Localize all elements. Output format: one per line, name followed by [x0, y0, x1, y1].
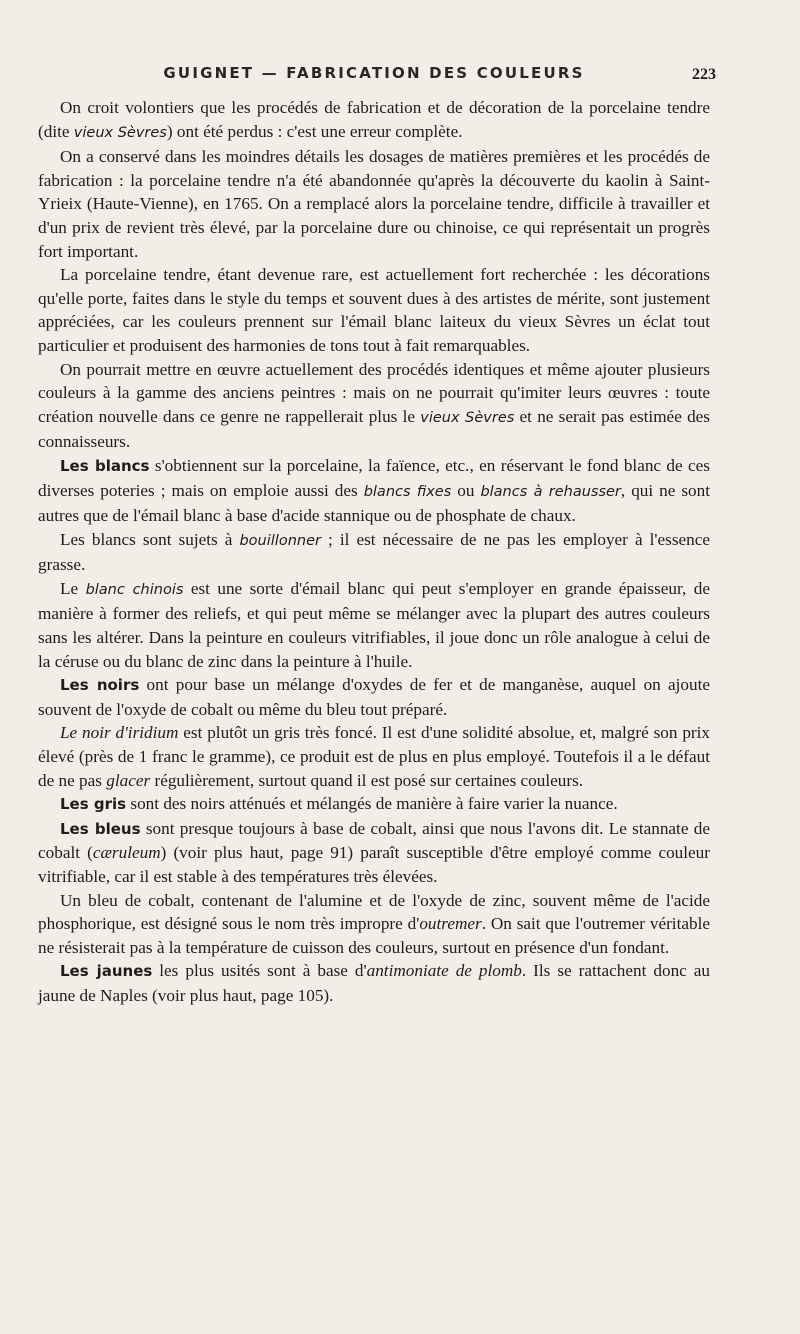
running-title: GUIGNET — FABRICATION DES COULEURS: [163, 64, 585, 82]
section-lead: Les jaunes: [60, 962, 153, 981]
paragraph: Les bleus sont presque toujours à base de cobalt, ainsi que nous l'avons dit. Le stannate de cobalt (cæruleum) (voir plus haut, page 91) paraît susceptible d'être employé comme couleur vitrifiable, car il est stable à des températures très élevées.: [38, 818, 710, 886]
paragraph: La porcelaine tendre, étant devenue rare, est actuellement fort recherchée : les décorations qu'elle porte, faites dans le style du temps et souvent dues à des artistes de mérite, sont justement appréciées, car les couleurs prennent sur l'émail blanc laiteux du vieux Sèvres un éclat tout particulier et produisent des harmonies de tons tout à fait remarquables.: [38, 265, 710, 355]
paragraph: On croit volontiers que les procédés de fabrication et de décoration de la porcelaine tendre (dite vieux Sèvres) ont été perdus : c'est une erreur complète.: [38, 98, 710, 141]
paragraph: On a conservé dans les moindres détails les dosages de matières premières et les procédés de fabrication : la porcelaine tendre n'a été abandonnée qu'après la découverte du kaolin à Saint-Yrieix (Haute-Vienne), en 1765. On a remplacé alors la porcelaine tendre, difficile à travailler et d'un prix de revient très élevé, par la porcelaine dure ou chinoise, ce qui représentait un progrès fort important.: [38, 147, 710, 261]
paragraph: Les blancs s'obtiennent sur la porcelaine, la faïence, etc., en réservant le fond blanc de ces diverses poteries ; mais on emploie aussi des blancs fixes ou blancs à rehausser, qui ne sont autres que de l'émail blanc à base d'acide stannique ou de phosphate de chaux.: [38, 455, 711, 526]
section-lead: Les gris: [60, 795, 127, 814]
paragraph: Le noir d'iridium est plutôt un gris très foncé. Il est d'une solidité absolue, et, malgré son prix élevé (près de 1 franc le gramme), ce produit est de plus en plus employé. Toutefois il a le défaut de ne pas glacer régulièrement, surtout quand il est posé sur certaines couleurs.: [38, 723, 710, 790]
body-text: [38, 96, 710, 1008]
paragraph: Les blancs sont sujets à bouillonner ; il est nécessaire de ne pas les employer à l'essence grasse.: [38, 529, 711, 575]
paragraph: Un bleu de cobalt, contenant de l'alumine et de l'oxyde de zinc, souvent même de l'acide phosphorique, est désigné sous le nom très impropre d'outremer. On sait que l'outremer véritable ne résisterait pas à la température de cuisson des couleurs, surtout en présence d'un fondant.: [38, 890, 710, 957]
section-lead: Les blancs: [60, 456, 150, 475]
paragraph: Les noirs ont pour base un mélange d'oxydes de fer et de manganèse, auquel on ajoute souvent de l'oxyde de cobalt ou même du bleu tout préparé.: [38, 675, 710, 719]
section-lead: Les bleus: [60, 819, 141, 838]
page-header: [38, 58, 716, 88]
section-lead: Les noirs: [60, 676, 140, 695]
paragraph: On pourrait mettre en œuvre actuellement des procédés identiques et même ajouter plusieurs couleurs à la gamme des anciens peintres : mais on ne pourrait qu'imiter leurs œuvres : toute création nouvelle dans ce genre ne rappellerait plus le vieux Sèvres et ne serait pas estimée des connaisseurs.: [38, 359, 710, 452]
paragraph: Les jaunes les plus usités sont à base d'antimoniate de plomb. Ils se rattachent donc au jaune de Naples (voir plus haut, page 105).: [38, 961, 711, 1005]
paragraph: Les gris sont des noirs atténués et mélangés de manière à faire varier la nuance.: [60, 794, 618, 814]
paragraph: Le blanc chinois est une sorte d'émail blanc qui peut s'employer en grande épaisseur, de manière à former des reliefs, et qui peut même se mélanger avec la plupart des autres couleurs sans les altérer. Dans la peinture en couleurs vitrifiables, il joue donc un rôle analogue à celui de la céruse ou du blanc de zinc dans la peinture à l'huile.: [38, 578, 710, 671]
page-number: 223: [692, 66, 716, 83]
